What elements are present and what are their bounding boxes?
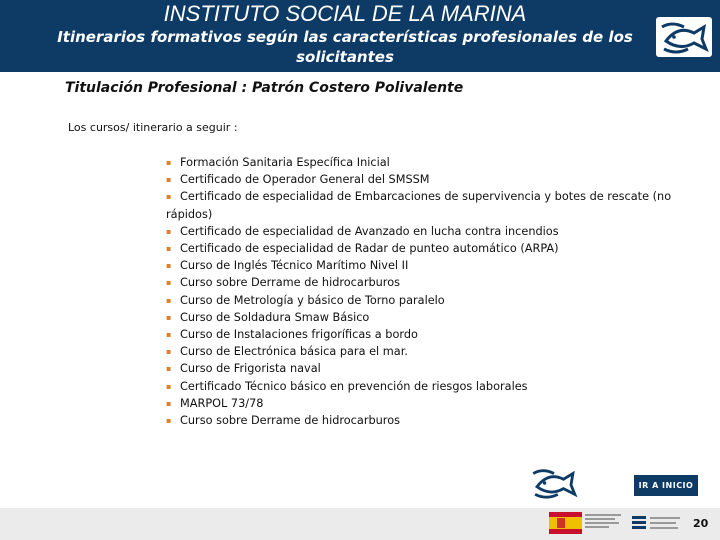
bullet-icon: ▪ xyxy=(166,381,172,391)
bullet-icon: ▪ xyxy=(166,312,172,322)
course-item xyxy=(166,257,716,274)
section-title: Titulación Profesional : Patrón Costero Polivalente xyxy=(65,80,464,96)
go-home-button[interactable]: IR A INICIO xyxy=(634,475,698,496)
intro-text: Los cursos/ itinerario a seguir : xyxy=(68,121,238,134)
ism-logo xyxy=(656,17,712,57)
course-item xyxy=(166,171,716,188)
header-subtitle: Itinerarios formativos según las características profesionales de los solicitantes xyxy=(57,28,633,66)
course-label: Curso de Soldadura Smaw Básico xyxy=(180,310,370,324)
course-label: MARPOL 73/78 xyxy=(180,396,264,410)
course-label: Certificado de Operador General del SMSSM xyxy=(180,173,430,187)
bullet-icon: ▪ xyxy=(166,175,172,185)
course-item xyxy=(166,412,716,429)
course-item xyxy=(166,343,716,360)
bullet-icon: ▪ xyxy=(166,261,172,271)
bullet-icon: ▪ xyxy=(166,158,172,167)
course-list xyxy=(166,154,716,429)
course-label: Curso de Metrología y básico de Torno paralelo xyxy=(180,293,445,307)
header-banner xyxy=(0,0,720,72)
course-item xyxy=(166,240,716,257)
course-label: Curso sobre Derrame de hidrocarburos xyxy=(180,276,400,290)
ism-footer-logo-icon xyxy=(528,466,580,500)
bullet-icon: ▪ xyxy=(166,244,172,254)
bullet-icon: ▪ xyxy=(166,226,172,236)
bullet-icon: ▪ xyxy=(166,295,172,305)
course-item xyxy=(166,223,716,240)
course-item xyxy=(166,292,716,309)
course-label: Curso de Inglés Técnico Marítimo Nivel II xyxy=(180,259,409,273)
course-item xyxy=(166,309,716,326)
seguridad-social-logo-icon xyxy=(632,514,684,532)
course-label: Curso de Frigorista naval xyxy=(180,362,321,376)
bullet-icon: ▪ xyxy=(166,347,172,357)
bullet-icon: ▪ xyxy=(166,364,172,374)
course-label: Certificado de especialidad de Embarcaciones de supervivencia y botes de rescate (no rápidos) xyxy=(166,190,672,221)
course-label: Curso de Instalaciones frigoríficas a bordo xyxy=(180,328,418,342)
header-title: INSTITUTO SOCIAL DE LA MARINA xyxy=(163,1,527,26)
bullet-icon: ▪ xyxy=(166,416,172,426)
course-item xyxy=(166,154,716,171)
bullet-icon: ▪ xyxy=(166,192,172,202)
course-item xyxy=(166,395,716,412)
spain-coat-of-arms-icon xyxy=(549,512,582,534)
course-item xyxy=(166,360,716,377)
course-label: Certificado de especialidad de Avanzado en lucha contra incendios xyxy=(180,224,559,238)
course-item xyxy=(166,378,716,395)
course-item xyxy=(166,188,716,222)
bullet-icon: ▪ xyxy=(166,278,172,288)
course-label: Certificado de especialidad de Radar de punteo automático (ARPA) xyxy=(180,242,559,256)
course-item xyxy=(166,274,716,291)
course-item xyxy=(166,326,716,343)
ism-fish-logo-icon xyxy=(658,19,710,55)
course-label: Certificado Técnico básico en prevención de riesgos laborales xyxy=(180,379,528,393)
bullet-icon: ▪ xyxy=(166,398,172,408)
bullet-icon: ▪ xyxy=(166,330,172,340)
course-label: Formación Sanitaria Específica Inicial xyxy=(180,156,390,169)
course-label: Curso de Electrónica básica para el mar. xyxy=(180,345,408,359)
course-label: Curso sobre Derrame de hidrocarburos xyxy=(180,414,400,428)
page-number: 20 xyxy=(693,517,709,530)
ministry-text-block xyxy=(585,514,625,530)
